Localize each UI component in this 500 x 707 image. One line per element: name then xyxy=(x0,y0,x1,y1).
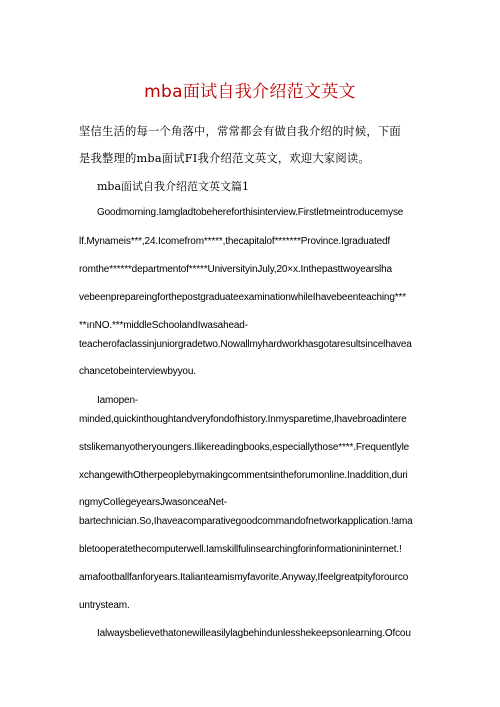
body-line: vebeenprepareingforthepostgraduateexaminationwhileIhavebeenteaching*** xyxy=(79,292,406,303)
intro-line-1: 坚信生活的每一个角落中，常常都会有做自我介绍的时候，下面 xyxy=(79,125,401,138)
body-line: xchangewithOtherpeoplebymakingcommentsintheforumonline.Inaddition,duri xyxy=(79,470,408,481)
body-line: romthe******departmentof*****UniversityinJuly,20×x.Inthepasttwoyearslha xyxy=(79,264,392,275)
body-line: Ialwaysbelievethatonewilleasilylagbehindunlesshekeepsonlearning.Ofcou xyxy=(97,628,411,639)
document-title: mba面试自我介绍范文英文 xyxy=(144,82,356,102)
body-line: **ıгιNO.***middleSchoolandIwasahead- xyxy=(79,320,248,331)
intro-line-2: 是我整理的mba面试FI我介绍范文英文，欢迎大家阅读。 xyxy=(79,152,370,165)
section-subtitle: mba面试自我介绍范文英文篇1 xyxy=(97,180,250,193)
body-line: amafootballfanforyears.Italianteamismyfavorite.Anyway,Ifeelgreatpityforourco xyxy=(79,572,409,583)
body-line: teacherofaclassinjuniorgradetwo.Nowallmyhardworkhasgotaresultsincelhavea xyxy=(79,339,412,350)
body-line: lf.Mynameis***,24.Icomefrom*****,thecapitalof*******Province.Igraduatedf xyxy=(79,236,391,247)
body-line: Goodmorning.Iamgladtobehereforthisinterview.Firstletmeintroducemyse xyxy=(97,207,404,218)
body-line: minded,quickinthoughtandveryfondofhistory.Inmysparetime,Ihavebroadintere xyxy=(79,414,407,425)
body-line: stslikemanyotheryoungers.Ilikereadingbooks,especiallythose****.Frequentlyle xyxy=(79,442,410,453)
body-line: bletooperatethecomputerwell.Iamskillfulinsearchingforinformationininternet.! xyxy=(79,544,402,555)
body-line: Iamopen- xyxy=(97,395,139,406)
body-line: ngmyCoIlegeyearsJwasonceaNet- xyxy=(79,497,227,508)
body-line: untrysteam. xyxy=(79,600,130,611)
body-line: chancetobeinterviewbyyou. xyxy=(79,366,196,377)
body-line: bartechnician.So,Ihaveacomparativegoodcommandofnetworkapplication.!ama xyxy=(79,516,413,527)
